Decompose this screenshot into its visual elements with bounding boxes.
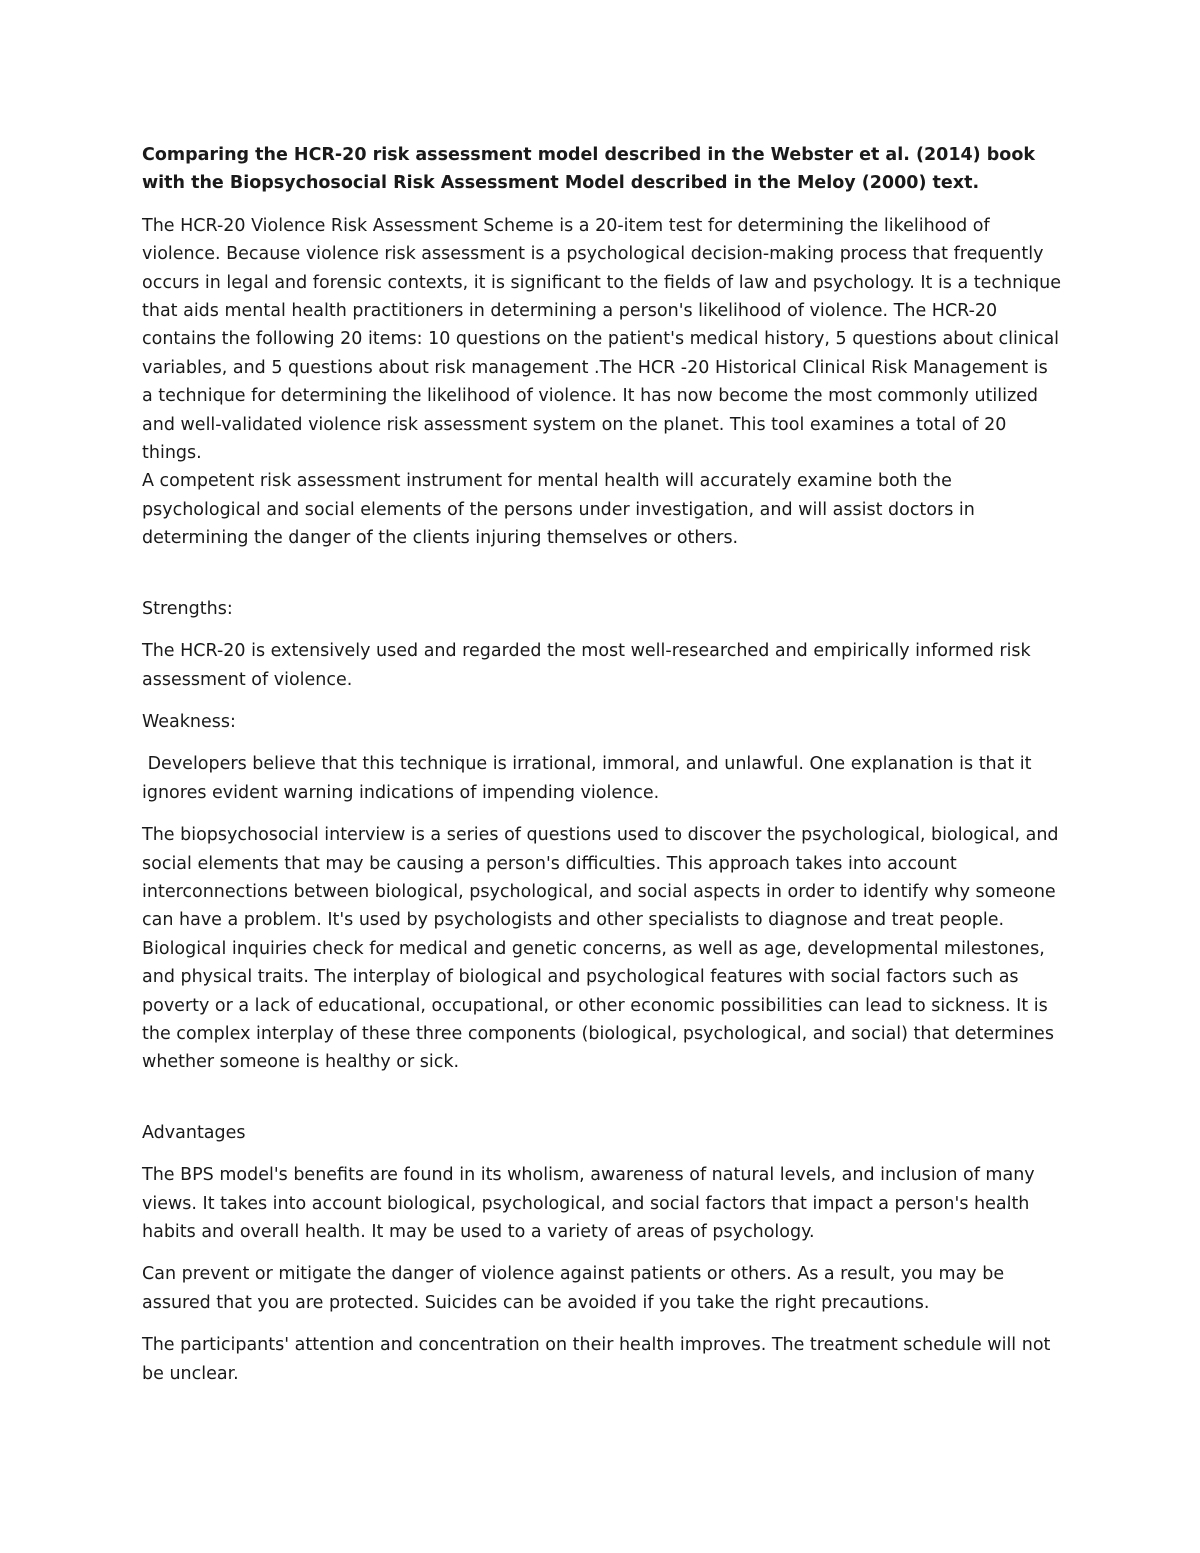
spacer: [142, 1077, 1062, 1119]
advantages-heading: Advantages: [142, 1122, 246, 1143]
weakness-heading: Weakness:: [142, 711, 236, 732]
document-title: Comparing the HCR-20 risk assessment model described in the Webster et al. (2014) book with the Biopsychosocial Risk Assessment Model described in the Meloy (2000) text.: [142, 145, 1035, 194]
strengths-paragraph: The HCR-20 is extensively used and regarded the most well-researched and empirically informed risk assessment of violence.: [142, 641, 1031, 690]
intro-text: The HCR-20 Violence Risk Assessment Scheme is a 20-item test for determining the likelihood of violence. Because violence risk assessment is a psychological decision-making process that frequently occurs in legal and forensic contexts, it is significant to the fields of law and psychology. It is a technique that aids mental health practitioners in determining a person's likelihood of violence. The HCR-20 contains the following 20 items: 10 questions on the patient's medical history, 5 questions about clinical variables, and 5 questions about risk management .The HCR -20 Historical Clinical Risk Management is a technique for determining the likelihood of violence. It has now become the most commonly utilized and well-validated violence risk assessment system on the planet. This tool examines a total of 20 things.: [142, 215, 1062, 464]
intro-paragraph: [142, 212, 1062, 553]
strengths-heading: Strengths:: [142, 598, 233, 619]
spacer: [142, 553, 1062, 595]
biopsychosocial-paragraph: The biopsychosocial interview is a series of questions used to discover the psychological, biological, and social elements that may be causing a person's difficulties. This approach takes into account interconnections between biological, psychological, and social aspects in order to identify why someone can have a problem. It's used by psychologists and other specialists to diagnose and treat people. Biological inquiries check for medical and genetic concerns, as well as age, developmental milestones, and physical traits. The interplay of biological and psychological features with social factors such as poverty or a lack of educational, occupational, or other economic possibilities can lead to sickness. It is the complex interplay of these three components (biological, psychological, and social) that determines whether someone is healthy or sick.: [142, 825, 1059, 1073]
weakness-paragraph: Developers believe that this technique is irrational, immoral, and unlawful. One explanation is that it ignores evident warning indications of impending violence.: [142, 754, 1038, 803]
advantages-paragraph-1: The BPS model's benefits are found in its wholism, awareness of natural levels, and inclusion of many views. It takes into account biological, psychological, and social factors that impact a person's health habits and overall health. It may be used to a variety of areas of psychology.: [142, 1165, 1035, 1242]
intro-text-continued: A competent risk assessment instrument for mental health will accurately examine both the psychological and social elements of the persons under investigation, and will assist doctors in determining the danger of the clients injuring themselves or others.: [142, 471, 975, 549]
document-body: [142, 141, 1062, 1402]
advantages-paragraph-2: Can prevent or mitigate the danger of violence against patients or others. As a result, you may be assured that you are protected. Suicides can be avoided if you take the right precautions.: [142, 1264, 1005, 1313]
advantages-paragraph-3: The participants' attention and concentration on their health improves. The treatment schedule will not be unclear.: [142, 1335, 1051, 1384]
